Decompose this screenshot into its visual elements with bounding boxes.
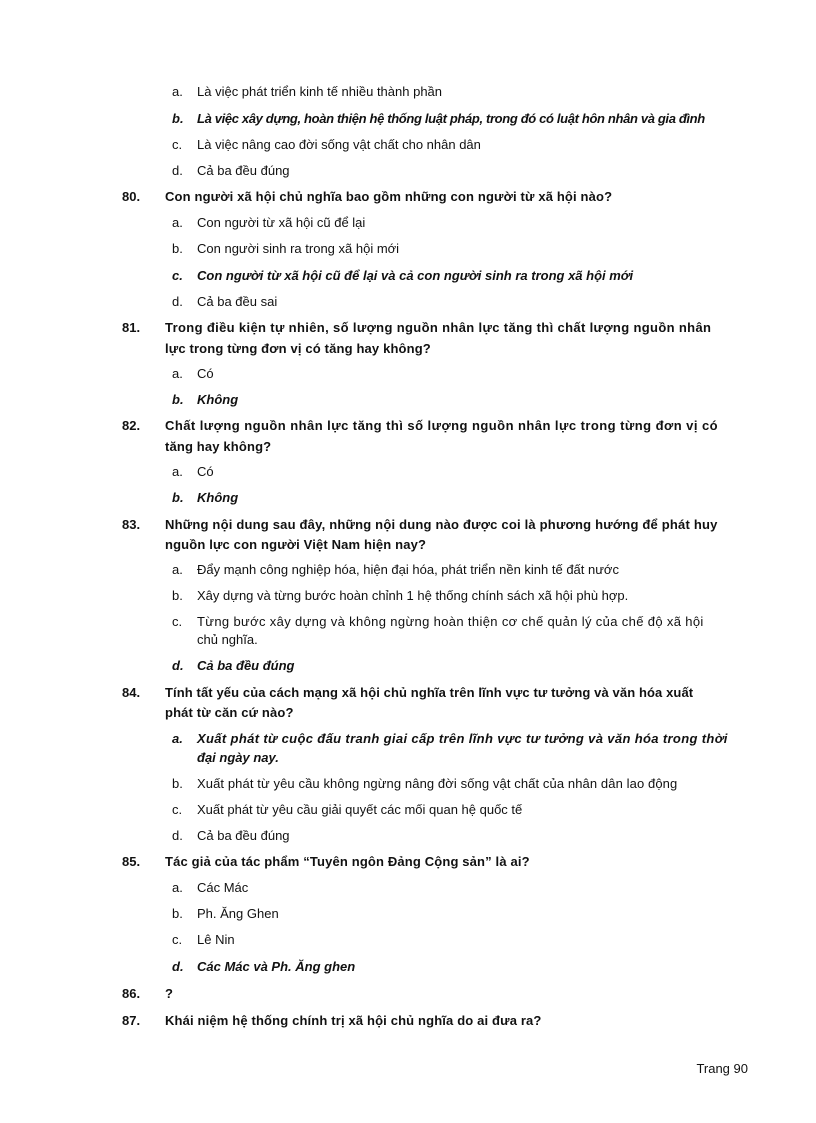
option-text-line-1: Từng bước xây dựng và không ngừng hoàn thiện cơ chế quản lý của chế độ xã hội bbox=[197, 614, 704, 629]
option-text-line-1: Xuất phát từ cuộc đấu tranh giai cấp trên lĩnh vực tư tưởng và văn hóa trong thời bbox=[197, 731, 728, 746]
option-letter: c. bbox=[172, 268, 183, 283]
question-text-line-2: nguồn lực con người Việt Nam hiện nay? bbox=[165, 537, 427, 552]
option-letter: a. bbox=[172, 366, 183, 381]
option-letter: c. bbox=[172, 932, 183, 947]
option-text: Là việc nâng cao đời sống vật chất cho nhân dân bbox=[197, 137, 481, 152]
option-text: Là việc xây dựng, hoàn thiện hệ thống luật pháp, trong đó có luật hôn nhân và gia đình bbox=[197, 111, 705, 126]
page-number: Trang 90 bbox=[696, 1061, 748, 1076]
option-text: Cả ba đều đúng bbox=[197, 828, 290, 843]
option-letter: b. bbox=[172, 392, 184, 407]
question-number: 84. bbox=[122, 685, 141, 700]
question-text-line-1: Những nội dung sau đây, những nội dung nào được coi là phương hướng để phát huy bbox=[165, 517, 718, 532]
option-letter: c. bbox=[172, 802, 183, 817]
option-letter: d. bbox=[172, 294, 183, 309]
option-letter: a. bbox=[172, 562, 183, 577]
option-text: Cả ba đều đúng bbox=[197, 658, 295, 673]
option-letter: d. bbox=[172, 828, 183, 843]
option-text: Xuất phát từ yêu cầu giải quyết các mối quan hệ quốc tế bbox=[197, 802, 523, 817]
option-letter: b. bbox=[172, 906, 183, 921]
option-text: Không bbox=[197, 490, 239, 505]
option-text: Các Mác và Ph. Ăng ghen bbox=[197, 959, 356, 974]
option-letter: d. bbox=[172, 163, 183, 178]
question-number: 80. bbox=[122, 189, 141, 204]
option-text: Con người từ xã hội cũ để lại bbox=[197, 215, 366, 230]
question-text-line-1: Tính tất yếu của cách mạng xã hội chủ nghĩa trên lĩnh vực tư tưởng và văn hóa xuất bbox=[165, 685, 694, 700]
question-text-line-2: lực trong từng đơn vị có tăng hay không? bbox=[165, 341, 431, 356]
option-text: Lê Nin bbox=[197, 932, 235, 947]
option-text: Không bbox=[197, 392, 239, 407]
option-letter: b. bbox=[172, 776, 183, 791]
option-letter: d. bbox=[172, 658, 184, 673]
option-text: Con người từ xã hội cũ để lại và cả con người sinh ra trong xã hội mới bbox=[197, 268, 634, 283]
option-text: Ph. Ăng Ghen bbox=[197, 906, 279, 921]
option-text: Cả ba đều sai bbox=[197, 294, 278, 309]
question-text-line-2: tăng hay không? bbox=[165, 439, 272, 454]
question-text-line-2: phát từ căn cứ nào? bbox=[165, 705, 294, 720]
option-letter: c. bbox=[172, 614, 183, 629]
option-letter: c. bbox=[172, 137, 183, 152]
option-text-line-2: đại ngày nay. bbox=[197, 750, 279, 765]
question-text: ? bbox=[165, 986, 174, 1001]
option-letter: d. bbox=[172, 959, 184, 974]
question-number: 87. bbox=[122, 1013, 141, 1028]
option-text: Xây dựng và từng bước hoàn chỉnh 1 hệ thống chính sách xã hội phù hợp. bbox=[197, 588, 629, 603]
question-number: 85. bbox=[122, 854, 141, 869]
option-letter: b. bbox=[172, 241, 183, 256]
question-text: Tác giả của tác phẩm “Tuyên ngôn Đảng Cộng sản” là ai? bbox=[165, 854, 530, 869]
option-text: Có bbox=[197, 366, 214, 381]
option-letter: a. bbox=[172, 731, 183, 746]
question-number: 86. bbox=[122, 986, 141, 1001]
option-letter: b. bbox=[172, 490, 184, 505]
option-text: Đẩy mạnh công nghiệp hóa, hiện đại hóa, phát triển nền kinh tế đất nước bbox=[197, 562, 619, 577]
question-text-line-1: Trong điều kiện tự nhiên, số lượng nguồn nhân lực tăng thì chất lượng nguồn nhân bbox=[165, 320, 712, 335]
question-number: 83. bbox=[122, 517, 141, 532]
question-text: Khái niệm hệ thống chính trị xã hội chủ nghĩa do ai đưa ra? bbox=[165, 1013, 542, 1028]
option-letter: a. bbox=[172, 464, 183, 479]
question-text: Con người xã hội chủ nghĩa bao gồm những con người từ xã hội nào? bbox=[165, 189, 613, 204]
question-number: 82. bbox=[122, 418, 141, 433]
question-text-line-1: Chất lượng nguồn nhân lực tăng thì số lượng nguồn nhân lực trong từng đơn vị có bbox=[165, 418, 719, 433]
option-letter: a. bbox=[172, 84, 183, 99]
option-text: Có bbox=[197, 464, 214, 479]
option-text: Cả ba đều đúng bbox=[197, 163, 290, 178]
option-text: Các Mác bbox=[197, 880, 249, 895]
question-number: 81. bbox=[122, 320, 141, 335]
option-text-line-2: chủ nghĩa. bbox=[197, 632, 258, 647]
option-letter: b. bbox=[172, 111, 184, 126]
option-text: Con người sinh ra trong xã hội mới bbox=[197, 241, 400, 256]
option-letter: b. bbox=[172, 588, 183, 603]
option-text: Là việc phát triển kinh tế nhiều thành phần bbox=[197, 84, 443, 99]
option-text: Xuất phát từ yêu cầu không ngừng nâng đời sống vật chất của nhân dân lao động bbox=[197, 776, 678, 791]
option-letter: a. bbox=[172, 215, 183, 230]
option-letter: a. bbox=[172, 880, 183, 895]
